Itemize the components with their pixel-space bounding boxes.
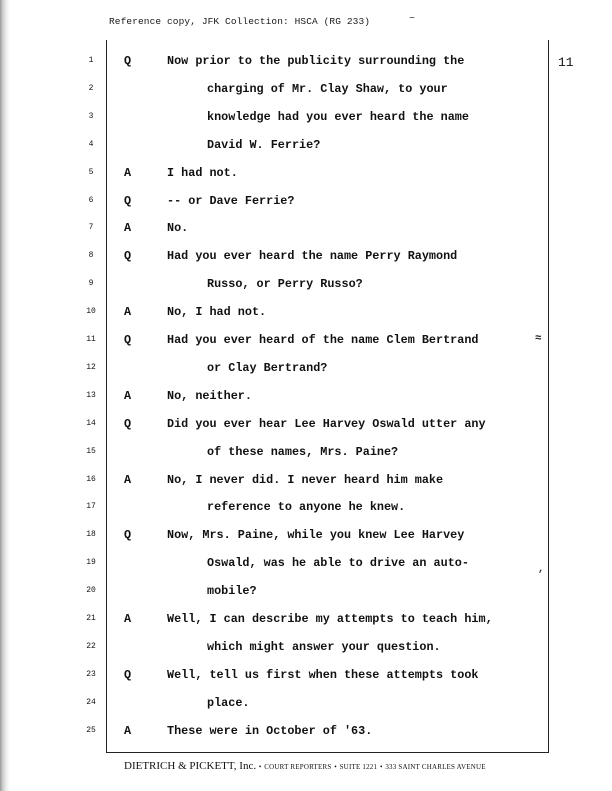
transcript-line xyxy=(0,79,612,99)
transcript-line xyxy=(0,525,612,545)
line-text: Now prior to the publicity surrounding the xyxy=(167,54,465,68)
line-number: 20 xyxy=(86,586,96,596)
speaker-label: A xyxy=(124,388,132,403)
line-number: 17 xyxy=(86,502,96,512)
line-number: 7 xyxy=(88,223,94,233)
margin-mark: ≈ xyxy=(535,333,542,345)
transcript-line xyxy=(0,302,612,322)
line-text: No. xyxy=(167,221,189,236)
line-text: Oswald, was he able to drive an auto- xyxy=(207,556,469,571)
speaker-label: Q xyxy=(124,193,132,208)
transcript-line xyxy=(0,442,612,462)
footer-service: COURT REPORTERS xyxy=(264,763,332,771)
speaker-label: Q xyxy=(124,416,132,431)
line-text: or Clay Bertrand? xyxy=(207,360,328,375)
line-number: 13 xyxy=(86,390,96,400)
speaker-label: A xyxy=(124,723,132,738)
line-text: place. xyxy=(207,695,250,710)
line-number: 5 xyxy=(88,167,94,177)
transcript-line xyxy=(0,218,612,238)
line-number: 2 xyxy=(88,83,94,93)
line-text: -- or Dave Ferrie? xyxy=(167,193,295,208)
transcript-line xyxy=(0,246,612,266)
line-text: No, neither. xyxy=(167,388,252,403)
line-text: which might answer your question. xyxy=(207,639,441,654)
line-text: Did you ever hear Lee Harvey Oswald utter any xyxy=(167,416,486,431)
line-text: Well, tell us first when these attempts took xyxy=(167,667,479,682)
line-number: 25 xyxy=(86,725,96,735)
line-number: 24 xyxy=(86,697,96,707)
reference-header: Reference copy, JFK Collection: HSCA (RG 233) xyxy=(109,16,371,27)
transcript-line xyxy=(0,693,612,713)
line-text: Well, I can describe my attempts to teach him, xyxy=(167,612,493,626)
speaker-label: A xyxy=(124,612,132,626)
line-text: No, I never did. I never heard him make xyxy=(167,472,444,487)
margin-mark: , xyxy=(538,564,545,575)
page-number: 11 xyxy=(558,55,574,70)
line-number: 8 xyxy=(88,251,94,261)
transcript-line xyxy=(0,721,612,741)
speaker-label: Q xyxy=(124,249,132,264)
line-text: charging of Mr. Clay Shaw, to your xyxy=(207,81,448,96)
transcript-line xyxy=(0,497,612,517)
line-number: 16 xyxy=(86,474,96,484)
line-number: 22 xyxy=(86,641,96,651)
speaker-label: Q xyxy=(124,528,132,543)
line-text: These were in October of '63. xyxy=(167,723,373,738)
transcript-line xyxy=(0,51,612,71)
court-reporter-footer xyxy=(124,760,486,772)
line-number: 19 xyxy=(86,558,96,568)
line-number: 15 xyxy=(86,446,96,456)
transcript-line xyxy=(0,470,612,490)
speaker-label: A xyxy=(124,221,132,236)
line-text: Had you ever heard the name Perry Raymond xyxy=(167,249,458,264)
transcript-line xyxy=(0,330,612,350)
line-text: of these names, Mrs. Paine? xyxy=(207,444,399,459)
line-text: Had you ever heard of the name Clem Bertrand xyxy=(167,333,479,347)
footer-suite: SUITE 1221 xyxy=(339,763,378,771)
line-number: 21 xyxy=(86,614,96,623)
line-text: mobile? xyxy=(207,584,257,599)
speaker-label: Q xyxy=(124,667,132,682)
line-text: No, I had not. xyxy=(167,305,267,320)
speaker-label: A xyxy=(124,165,132,180)
line-number: 23 xyxy=(86,669,96,679)
speaker-label: Q xyxy=(124,333,132,347)
line-number: 14 xyxy=(86,418,96,428)
transcript-line xyxy=(0,414,612,434)
footer-address: 333 SAINT CHARLES AVENUE xyxy=(385,763,486,771)
transcript-line xyxy=(0,274,612,294)
line-number: 1 xyxy=(88,56,94,65)
line-text: I had not. xyxy=(167,165,238,180)
transcript-line xyxy=(0,163,612,183)
footer-separator: • xyxy=(379,763,383,771)
transcript-line xyxy=(0,609,612,629)
pen-mark: ~ xyxy=(409,14,416,25)
line-number: 4 xyxy=(88,139,94,149)
footer-firm: DIETRICH & PICKETT, Inc. xyxy=(124,760,257,772)
line-text: David W. Ferrie? xyxy=(207,137,321,152)
line-text: Now, Mrs. Paine, while you knew Lee Harvey xyxy=(167,528,465,543)
speaker-label: A xyxy=(124,472,132,487)
speaker-label: Q xyxy=(124,54,132,68)
line-number: 3 xyxy=(88,111,94,121)
line-number: 9 xyxy=(88,279,94,289)
line-text: knowledge had you ever heard the name xyxy=(207,109,469,124)
transcript-line xyxy=(0,107,612,127)
transcript-line xyxy=(0,358,612,378)
speaker-label: A xyxy=(124,305,132,320)
line-text: Russo, or Perry Russo? xyxy=(207,277,363,292)
footer-separator: • xyxy=(334,763,337,771)
footer-separator: • xyxy=(258,763,262,771)
transcript-line xyxy=(0,191,612,211)
transcript-line xyxy=(0,637,612,657)
transcript-line xyxy=(0,553,612,573)
transcript-line xyxy=(0,135,612,155)
line-number: 12 xyxy=(86,362,96,372)
transcript-line xyxy=(0,581,612,601)
line-number: 11 xyxy=(86,335,96,344)
line-number: 18 xyxy=(86,530,96,540)
line-text: reference to anyone he knew. xyxy=(207,500,406,515)
line-number: 10 xyxy=(86,307,96,317)
line-number: 6 xyxy=(88,195,94,205)
transcript-line xyxy=(0,386,612,406)
transcript-line xyxy=(0,665,612,685)
